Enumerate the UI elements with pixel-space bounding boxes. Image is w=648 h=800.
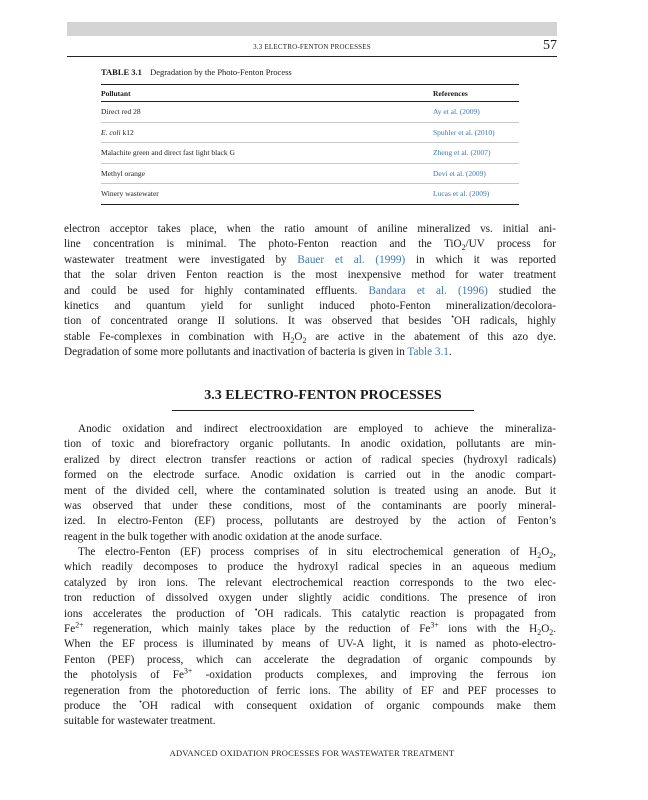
- table-row: [101, 163, 519, 184]
- citation-link[interactable]: Bandara et al. (1996): [368, 284, 488, 297]
- pollutant-cell: Direct red 28: [101, 102, 433, 123]
- reference-link[interactable]: Zheng et al. (2007): [433, 143, 519, 164]
- column-header-references: References: [433, 85, 519, 102]
- body-paragraph-anodic: Anodic oxidation and indirect electrooxidation are employed to achieve the mineraliza- tion of toxic and biorefractory organic pollutants. In anodic oxidation, pollutants are min- eralized by direct electron transfer reactions or action of radical species (hydroxyl radicals) formed on the electrode surface. Anodic oxidation is carried out in the anodic compart- ment of the divided cell, where the contaminated solution is treated using an anode. But it was observed that under these conditions, most of the contaminants are poorly mineral- ized. In electro-Fenton (EF) process, pollutants are destroyed by the action of Fenton’s reagent in the bulk together with anodic oxidation at the anode surface.: [64, 423, 556, 543]
- reference-link[interactable]: Spuhler et al. (2010): [433, 122, 519, 143]
- pollutant-cell: Methyl orange: [101, 163, 433, 184]
- table-row: [101, 143, 519, 164]
- table-reference-link[interactable]: Table 3.1: [407, 346, 449, 359]
- citation-link[interactable]: Bauer et al. (1999): [297, 253, 406, 266]
- table-row: [101, 122, 519, 143]
- table-header-row: [101, 85, 519, 102]
- pollutant-cell: [101, 122, 433, 143]
- pollutant-rest: k12: [120, 127, 134, 137]
- reference-link[interactable]: Devi et al. (2009): [433, 163, 519, 184]
- table-label: TABLE 3.1: [101, 67, 142, 77]
- table-row: [101, 102, 519, 123]
- body-paragraph-electro-fenton: The electro-Fenton (EF) process comprises of in situ electrochemical generation of $H_2O_2$, which readily decomposes to produce the hydroxyl radical species in an aqueous medium catalyzed by iron ions. The relevant electrochemical reaction corresponds to the two elec- tron reduction of dissolved oxygen under slightly acidic conditions. The presence of iron ions accelerates the production of •OH radicals. This catalytic reaction is propagated from $Fe^{2+}$ regeneration, which mainly takes place by the reduction of $Fe^{3+}$ ions with the $H_2O_2$. When the EF process is illuminated by means of UV-A light, it is named as photo-electro- Fenton (PEF) process, which can accelerate the degradation of organic compounds by the photolysis of $Fe^{3+}$ -oxidation products complexes, and improving the ferrous ion regeneration from the photoreduction of ferric ions. The ability of EF and PEF processes to produce the •OH radical with consequent oxidation of organic compounds make them suitable for wastewater treatment.: [64, 546, 556, 728]
- page-number: 57: [543, 38, 557, 53]
- body-paragraph-intro: electron acceptor takes place, when the ratio amount of aniline mineralized vs. initial ani- line concentration is minimal. The photo-Fenton reaction and the TiO$_2$/UV process for wastewater treatment were investigated by Bauer et al. (1999) in which it was reported that the solar driven Fenton reaction is the most inexpensive method for water treatment and could be used for highly contaminated effluents. Bandara et al. (1996) studied the kinetics and quantum yield for sunlight induced photo-Fenton mineralization/decolora- tion of concentrated orange II solutions. It was observed that besides •OH radicals, highly stable Fe-complexes in combination with $H_2O_2$ are active in the abatement of this azo dye. Degradation of some more pollutants and inactivation of bacteria is given in Table 3.1.: [64, 223, 557, 359]
- running-header: [67, 38, 557, 57]
- table-caption: [101, 67, 292, 77]
- column-header-pollutant: Pollutant: [101, 85, 433, 102]
- running-title: 3.3 ELECTRO-FENTON PROCESSES: [253, 43, 371, 51]
- pollutant-cell: Malachite green and direct fast light black G: [101, 143, 433, 164]
- reference-link[interactable]: Ay et al. (2009): [433, 102, 519, 123]
- reference-link[interactable]: Lucas et al. (2009): [433, 184, 519, 205]
- pollutant-italic: E. coli: [101, 127, 121, 137]
- pollutant-cell: Winery wastewater: [101, 184, 433, 205]
- table-title: Degradation by the Photo-Fenton Process: [150, 67, 292, 77]
- header-bar: [67, 22, 557, 36]
- page-footer: ADVANCED OXIDATION PROCESSES FOR WASTEWATER TREATMENT: [169, 748, 455, 758]
- section-heading: 3.3 ELECTRO-FENTON PROCESSES: [172, 388, 474, 411]
- table-row: [101, 184, 519, 205]
- degradation-table: [101, 84, 519, 205]
